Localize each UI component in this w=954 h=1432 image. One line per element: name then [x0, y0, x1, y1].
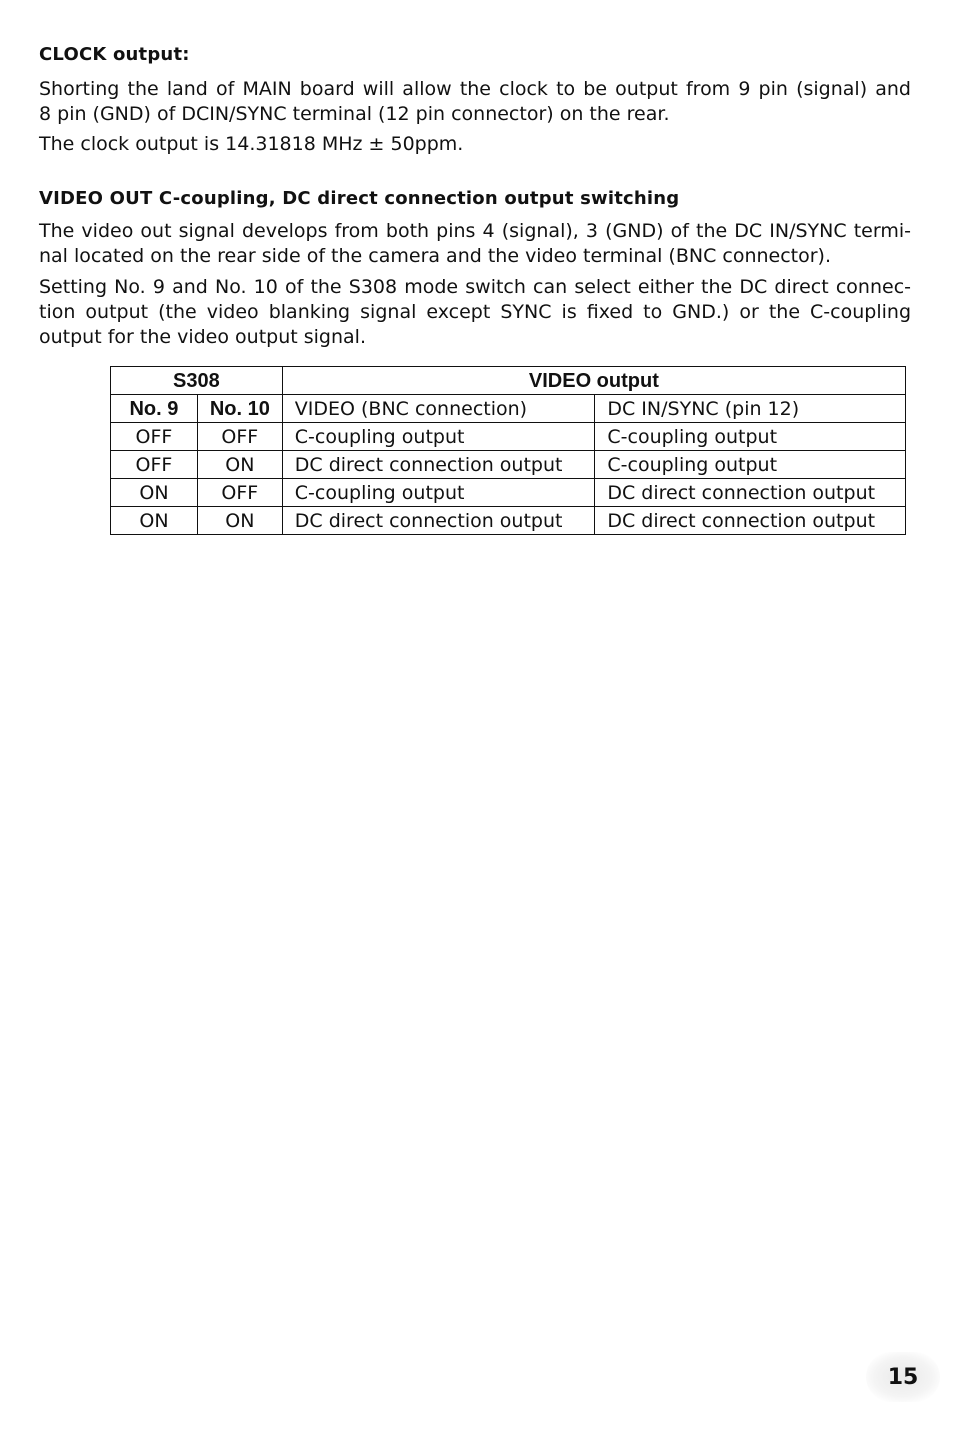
paragraph-line: 8 pin (GND) of DCIN/SYNC terminal (12 pin connector) on the rear.	[39, 103, 670, 125]
table-cell: C-coupling output	[595, 423, 906, 451]
switch-settings-table	[110, 366, 906, 535]
table-cell: ON	[197, 507, 282, 535]
paragraph-line: nal located on the rear side of the camera and the video terminal (BNC connector).	[39, 245, 832, 267]
table-cell: ON	[197, 451, 282, 479]
paragraph-line: Setting No. 9 and No. 10 of the S308 mode switch can select either the DC direct connec-	[39, 276, 911, 298]
table-cell: ON	[111, 479, 198, 507]
table-cell: ON	[111, 507, 198, 535]
page-number: 15	[866, 1352, 940, 1402]
table-row	[111, 507, 906, 535]
video-output-header: VIDEO output	[282, 367, 905, 395]
table-cell: C-coupling output	[282, 423, 595, 451]
table-cell: DC direct connection output	[595, 507, 906, 535]
switch-setting-paragraph	[39, 275, 911, 350]
table-cell: DC direct connection output	[595, 479, 906, 507]
table-cell: OFF	[197, 423, 282, 451]
table-column-header-row	[111, 395, 906, 423]
video-out-heading: VIDEO OUT C-coupling, DC direct connection output switching	[39, 188, 680, 209]
paragraph-line: The clock output is 14.31818 MHz ± 50ppm.	[39, 133, 464, 155]
clock-frequency-paragraph	[39, 132, 911, 157]
clock-output-paragraph	[39, 77, 911, 127]
column-header-no10: No. 10	[197, 395, 282, 423]
column-header-dc-in-sync: DC IN/SYNC (pin 12)	[595, 395, 906, 423]
table-row	[111, 479, 906, 507]
column-header-video-bnc: VIDEO (BNC connection)	[282, 395, 595, 423]
table-cell: OFF	[197, 479, 282, 507]
clock-output-heading: CLOCK output:	[39, 44, 190, 65]
paragraph-line: tion output (the video blanking signal except SYNC is fixed to GND.) or the C-coupling	[39, 301, 911, 323]
table-cell: DC direct connection output	[282, 451, 595, 479]
paragraph-line: The video out signal develops from both pins 4 (signal), 3 (GND) of the DC IN/SYNC termi-	[39, 220, 911, 242]
paragraph-line: output for the video output signal.	[39, 326, 366, 348]
table-cell: C-coupling output	[282, 479, 595, 507]
table-cell: OFF	[111, 451, 198, 479]
s308-header: S308	[111, 367, 283, 395]
table-row	[111, 451, 906, 479]
column-header-no9: No. 9	[111, 395, 198, 423]
table-cell: DC direct connection output	[282, 507, 595, 535]
table-row	[111, 423, 906, 451]
table-cell: OFF	[111, 423, 198, 451]
video-out-paragraph	[39, 219, 911, 269]
table-group-header-row	[111, 367, 906, 395]
paragraph-line: Shorting the land of MAIN board will allow the clock to be output from 9 pin (signal) and	[39, 78, 911, 100]
table-cell: C-coupling output	[595, 451, 906, 479]
